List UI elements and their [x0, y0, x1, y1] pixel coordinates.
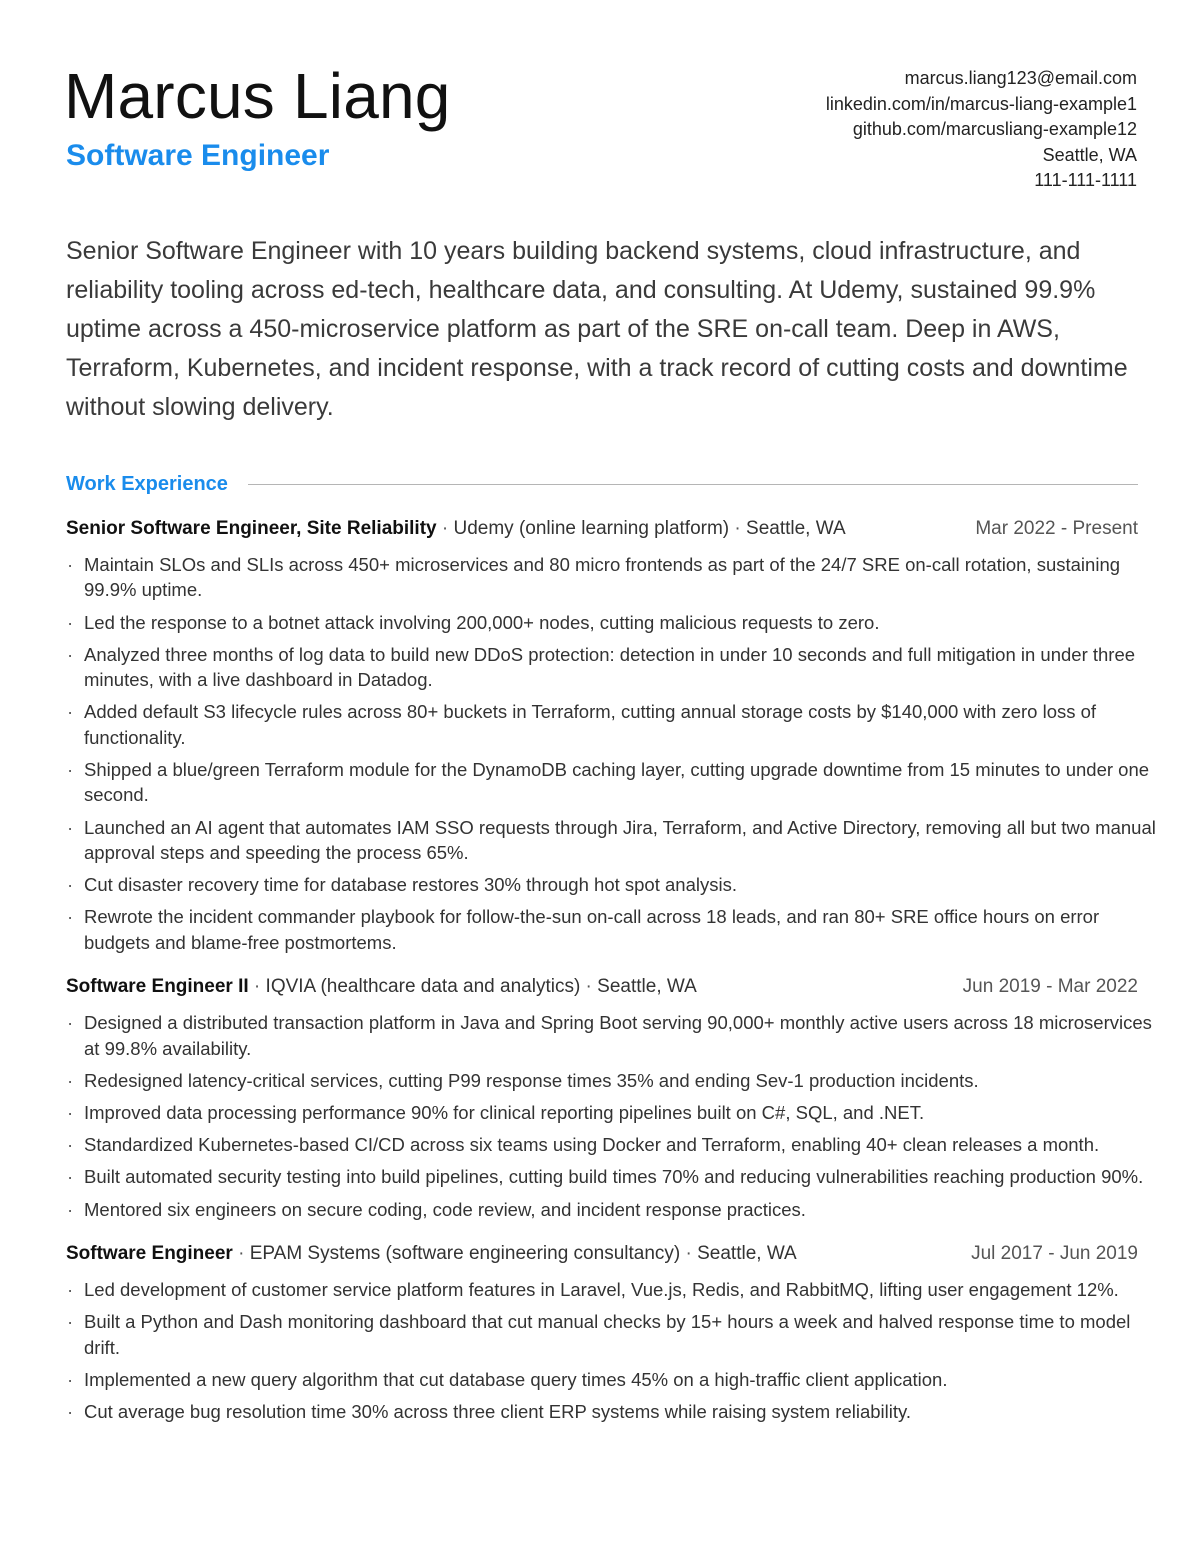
job-location: Seattle, WA: [746, 518, 846, 539]
job-heading-left: [66, 516, 846, 542]
separator-dot: ·: [248, 976, 266, 998]
separator-dot: ·: [436, 518, 454, 539]
separator-dot: ·: [680, 1243, 698, 1265]
bullet-dot: ·: [67, 1198, 74, 1220]
job-location: Seattle, WA: [597, 976, 697, 998]
bullet-dot: ·: [67, 816, 74, 838]
candidate-role: Software Engineer: [66, 139, 330, 172]
bullet-text: Implemented a new query algorithm that cut database query times 45% on a high-traffic client application.: [84, 1368, 948, 1390]
bullet-text: Maintain SLOs and SLIs across 450+ microservices and 80 micro frontends as part of the 24/7 SRE on-call rotation, sustaining 99.9% uptime.: [84, 554, 1121, 601]
job-dates: Jul 2017 - Jun 2019: [971, 1243, 1138, 1265]
bullet-item: [66, 1277, 1156, 1302]
bullet-dot: ·: [67, 906, 74, 928]
bullet-text: Added default S3 lifecycle rules across 80+ buckets in Terraform, cutting annual storage costs by $140,000 with zero loss of functionality.: [84, 701, 1097, 748]
bullet-dot: ·: [67, 759, 74, 781]
section-title: Work Experience: [66, 472, 228, 495]
contact-phone[interactable]: 111-111-1111: [1034, 170, 1137, 191]
bullet-text: Analyzed three months of log data to build new DDoS protection: detection in under 10 seconds and full mitigation in under three minutes, with a live dashboard in Datadog.: [84, 643, 1136, 691]
bullet-text: Rewrote the incident commander playbook for follow-the-sun on-call across 18 leads, and ran 80+ SRE office hours on error budgets and blame-free postmortems.: [84, 906, 1100, 953]
section-divider: [248, 484, 1138, 485]
contact-linkedin[interactable]: linkedin.com/in/marcus-liang-example1: [825, 93, 1137, 114]
separator-dot: ·: [580, 976, 598, 998]
job-location: Seattle, WA: [697, 1243, 797, 1265]
bullet-dot: ·: [67, 1012, 74, 1034]
contact-email[interactable]: marcus.liang123@email.com: [904, 68, 1137, 88]
bullet-dot: ·: [67, 874, 74, 896]
bullet-text: Built a Python and Dash monitoring dashboard that cut manual checks by 15+ hours a week and halved response time to model drift.: [84, 1311, 1131, 1358]
resume-page: [64, 58, 1156, 1423]
job-dates: Mar 2022 - Present: [975, 518, 1138, 539]
bullet-item: [66, 1399, 1156, 1424]
job-title: Software Engineer: [66, 1243, 233, 1265]
bullet-dot: ·: [67, 554, 74, 575]
job-entry: [66, 974, 1156, 1222]
bullet-item: [66, 872, 1156, 897]
bullet-text: Built automated security testing into build pipelines, cutting build times 70% and reducing vulnerabilities reaching production 90%.: [84, 1166, 1144, 1188]
bullet-item: [66, 1100, 1156, 1125]
bullet-list: [66, 1010, 1156, 1222]
bullet-dot: ·: [67, 701, 74, 723]
bullet-dot: ·: [67, 1401, 74, 1423]
job-entry: [66, 1241, 1156, 1424]
job-heading: [66, 974, 1138, 1000]
bullet-item: [66, 815, 1156, 866]
bullet-dot: ·: [67, 611, 74, 633]
job-company: Udemy (online learning platform): [453, 518, 730, 539]
job-heading: [66, 1241, 1138, 1267]
bullet-dot: ·: [67, 1134, 74, 1156]
bullet-text: Mentored six engineers on secure coding, code review, and incident response practices.: [84, 1198, 806, 1220]
bullet-item: [66, 757, 1156, 808]
candidate-name: Marcus Liang: [64, 60, 451, 132]
contact-location: Seattle, WA: [1042, 144, 1137, 165]
bullet-text: Redesigned latency-critical services, cutting P99 response times 35% and ending Sev-1 production incidents.: [84, 1069, 979, 1091]
bullet-text: Designed a distributed transaction platform in Java and Spring Boot serving 90,000+ monthly active users across 18 microservices at 99.8% availability.: [84, 1012, 1152, 1059]
job-company: EPAM Systems (software engineering consultancy): [249, 1243, 681, 1265]
job-entry: [66, 516, 1156, 955]
resume-header: [66, 58, 1156, 208]
bullet-text: Cut average bug resolution time 30% across three client ERP systems while raising system reliability.: [84, 1401, 912, 1423]
bullet-list: [66, 1277, 1156, 1424]
bullet-text: Standardized Kubernetes-based CI/CD across six teams using Docker and Terraform, enabling 40+ clean releases a month.: [84, 1134, 1100, 1156]
bullet-text: Shipped a blue/green Terraform module for the DynamoDB caching layer, cutting upgrade downtime from 15 minutes to under one second.: [84, 759, 1150, 806]
bullet-dot: ·: [67, 1166, 74, 1188]
bullet-item: [66, 1164, 1156, 1189]
bullet-item: [66, 1197, 1156, 1222]
bullet-dot: ·: [67, 1279, 74, 1301]
bullet-dot: ·: [67, 1368, 74, 1390]
job-heading-left: [66, 974, 697, 1000]
bullet-item: [66, 1068, 1156, 1093]
job-dates: Jun 2019 - Mar 2022: [962, 976, 1138, 998]
bullet-text: Led development of customer service platform features in Laravel, Vue.js, Redis, and RabbitMQ, lifting user engagement 12%.: [84, 1279, 1119, 1301]
job-title: Software Engineer II: [66, 976, 249, 998]
separator-dot: ·: [232, 1243, 250, 1265]
bullet-list: [66, 552, 1156, 955]
bullet-item: [66, 1309, 1156, 1360]
job-company: IQVIA (healthcare data and analytics): [265, 976, 581, 998]
bullet-text: Improved data processing performance 90% for clinical reporting pipelines built on C#, SQL, and .NET.: [84, 1102, 925, 1124]
bullet-dot: ·: [67, 1102, 74, 1124]
bullet-item: [66, 1367, 1156, 1392]
professional-summary: Senior Software Engineer with 10 years building backend systems, cloud infrastructure, and reliability tooling across ed-tech, healthcare data, and consulting. At Udemy, sustained 99.9% uptime across a 450-microservice platform as part of the SRE on-call team. Deep in AWS, Terraform, Kubernetes, and incident response, with a track record of cutting costs and downtime without slowing delivery.: [66, 237, 1128, 421]
bullet-item: [66, 699, 1156, 750]
job-heading-left: [66, 1241, 797, 1267]
bullet-dot: ·: [67, 1311, 74, 1333]
work-experience-header: [66, 470, 1138, 498]
bullet-item: [66, 552, 1156, 603]
job-heading: [66, 516, 1138, 542]
contact-block: [826, 66, 1137, 194]
separator-dot: ·: [729, 518, 747, 539]
bullet-item: [66, 1132, 1156, 1157]
bullet-text: Launched an AI agent that automates IAM SSO requests through Jira, Terraform, and Active Directory, removing all but two manual approval steps and speeding the process 65%.: [84, 816, 1156, 864]
bullet-text: Led the response to a botnet attack involving 200,000+ nodes, cutting malicious requests to zero.: [84, 611, 880, 633]
bullet-item: [66, 610, 1156, 635]
contact-github[interactable]: github.com/marcusliang-example12: [852, 119, 1137, 140]
bullet-item: [66, 642, 1156, 693]
job-title: Senior Software Engineer, Site Reliability: [66, 518, 437, 539]
bullet-item: [66, 904, 1156, 955]
job-list: [66, 516, 1156, 1444]
bullet-item: [66, 1010, 1156, 1061]
bullet-text: Cut disaster recovery time for database restores 30% through hot spot analysis.: [84, 874, 737, 896]
bullet-dot: ·: [67, 1069, 74, 1091]
bullet-dot: ·: [67, 643, 74, 665]
